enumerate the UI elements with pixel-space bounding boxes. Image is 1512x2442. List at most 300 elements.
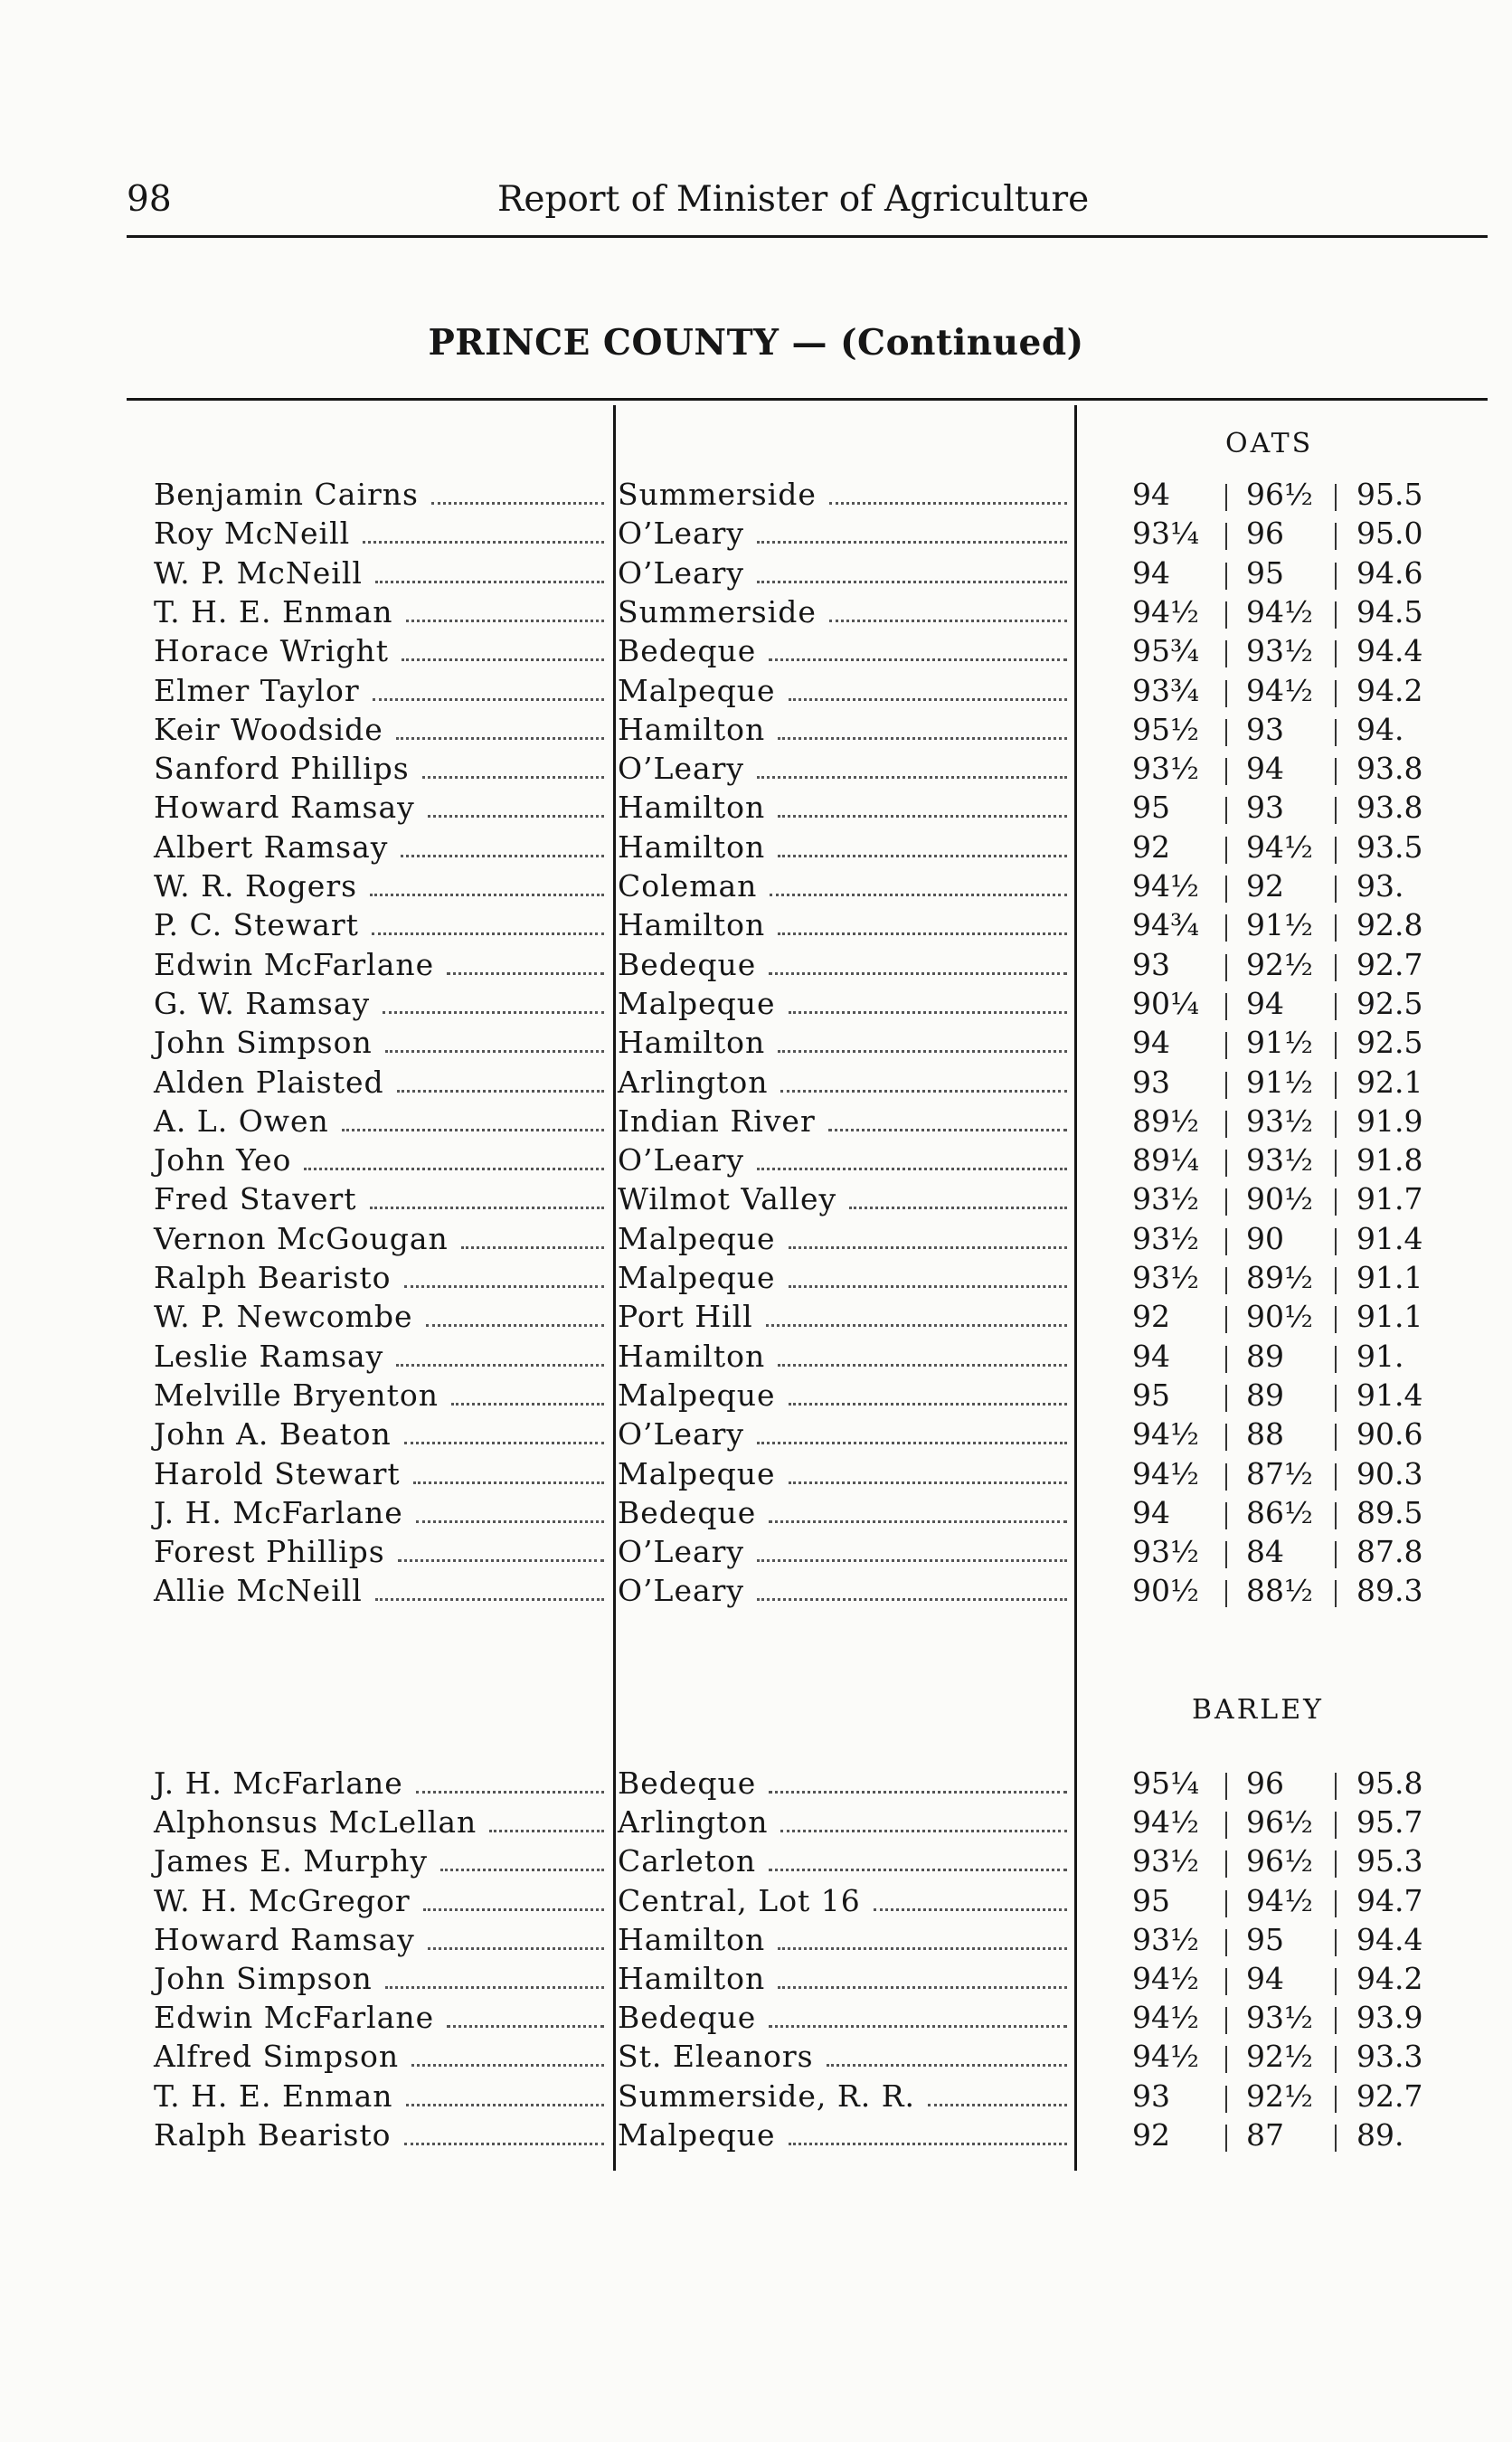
- value-separator: [1335, 601, 1337, 629]
- score-2: 96: [1246, 516, 1284, 552]
- value-separator: [1225, 876, 1227, 903]
- value-separator: [1225, 640, 1227, 667]
- value-separator: [1335, 2046, 1337, 2073]
- leader-dots: [416, 1791, 604, 1794]
- value-separator: [1225, 1773, 1227, 1800]
- score-2: 92: [1246, 868, 1284, 904]
- score-average: 91.1: [1356, 1260, 1423, 1295]
- leader-dots: [440, 1869, 604, 1871]
- grower-location: Summerside: [618, 593, 817, 629]
- score-2: 89½: [1246, 1260, 1313, 1295]
- score-1: 94½: [1132, 868, 1199, 904]
- value-separator: [1225, 484, 1227, 511]
- grower-name: John Simpson: [154, 1025, 373, 1061]
- leader-dots: [398, 1559, 604, 1562]
- grower-name: Edwin McFarlane: [154, 946, 435, 982]
- score-2: 95: [1246, 554, 1284, 591]
- value-separator: [1225, 1463, 1227, 1491]
- score-average: 95.5: [1356, 477, 1423, 512]
- leader-dots: [769, 1520, 1067, 1523]
- value-separator: [1335, 1580, 1337, 1607]
- grower-name: Howard Ramsay: [154, 1921, 415, 1957]
- score-2: 94½: [1246, 672, 1313, 708]
- leader-dots: [789, 1011, 1067, 1014]
- leader-dots: [428, 815, 604, 818]
- grower-name: Alfred Simpson: [154, 2039, 400, 2075]
- table-row: [0, 790, 1512, 828]
- grower-location: O’Leary: [618, 554, 745, 591]
- leader-dots: [461, 1246, 604, 1249]
- grower-location: Summerside: [618, 477, 817, 512]
- score-2: 88½: [1246, 1573, 1313, 1609]
- score-1: 93¾: [1132, 672, 1199, 708]
- grower-location: Malpeque: [618, 1455, 776, 1491]
- value-separator: [1335, 523, 1337, 550]
- table-row: [0, 2078, 1512, 2117]
- score-average: 89.5: [1356, 1494, 1423, 1530]
- value-separator: [1225, 1850, 1227, 1878]
- table-row: [0, 712, 1512, 751]
- grower-name: Ralph Bearisto: [154, 2116, 392, 2153]
- value-separator: [1225, 1111, 1227, 1138]
- value-separator: [1225, 1424, 1227, 1451]
- grower-name: Elmer Taylor: [154, 672, 360, 708]
- table-row: [0, 477, 1512, 516]
- value-separator: [1335, 680, 1337, 707]
- table-row: [0, 1883, 1512, 1922]
- score-2: 87: [1246, 2116, 1284, 2153]
- value-separator: [1335, 1773, 1337, 1800]
- table-row: [0, 1065, 1512, 1103]
- value-separator: [1335, 1032, 1337, 1059]
- grower-location: Malpeque: [618, 672, 776, 708]
- leader-dots: [778, 1364, 1067, 1367]
- leader-dots: [304, 1168, 604, 1170]
- value-separator: [1225, 2086, 1227, 2113]
- grower-location: Hamilton: [618, 1338, 766, 1374]
- value-separator: [1225, 2046, 1227, 2073]
- grower-name: T. H. E. Enman: [154, 2078, 393, 2114]
- grower-name: Keir Woodside: [154, 711, 383, 747]
- score-2: 86½: [1246, 1494, 1313, 1530]
- score-2: 94½: [1246, 1882, 1313, 1918]
- score-2: 91½: [1246, 1064, 1313, 1100]
- score-2: 94½: [1246, 593, 1313, 629]
- score-1: 95: [1132, 790, 1170, 826]
- value-separator: [1335, 2125, 1337, 2152]
- table-row: [0, 2039, 1512, 2078]
- grower-location: Bedeque: [618, 1765, 757, 1801]
- value-separator: [1335, 1072, 1337, 1099]
- grower-name: John Yeo: [154, 1142, 292, 1178]
- grower-location: Coleman: [618, 868, 758, 904]
- score-2: 88: [1246, 1416, 1284, 1453]
- leader-dots: [383, 1011, 604, 1014]
- score-1: 93½: [1132, 751, 1199, 787]
- score-2: 91½: [1246, 907, 1313, 943]
- leader-dots: [375, 581, 604, 583]
- value-separator: [1335, 1228, 1337, 1255]
- grower-location: St. Eleanors: [618, 2039, 814, 2075]
- score-1: 92: [1132, 1299, 1170, 1335]
- leader-dots: [778, 1986, 1067, 1989]
- table-row: [0, 516, 1512, 554]
- leader-dots: [370, 1207, 604, 1209]
- table-row: [0, 1142, 1512, 1181]
- score-1: 92: [1132, 2116, 1170, 2153]
- value-separator: [1225, 1812, 1227, 1839]
- grower-location: O’Leary: [618, 516, 745, 552]
- score-1: 93½: [1132, 1843, 1199, 1879]
- score-average: 91.8: [1356, 1142, 1423, 1178]
- table-row: [0, 1961, 1512, 2000]
- header-rule: [127, 235, 1488, 238]
- grower-location: Port Hill: [618, 1299, 753, 1335]
- score-average: 94.4: [1356, 1921, 1423, 1957]
- value-separator: [1335, 1463, 1337, 1491]
- leader-dots: [769, 2025, 1067, 2028]
- score-2: 84: [1246, 1534, 1284, 1570]
- value-separator: [1225, 1502, 1227, 1529]
- score-1: 94½: [1132, 593, 1199, 629]
- table-row: [0, 594, 1512, 633]
- table-row: [0, 947, 1512, 986]
- table-row: [0, 633, 1512, 672]
- leader-dots: [385, 1050, 604, 1053]
- score-1: 93½: [1132, 1181, 1199, 1217]
- value-separator: [1335, 1424, 1337, 1451]
- score-average: 93.3: [1356, 2039, 1423, 2075]
- grower-location: Hamilton: [618, 711, 766, 747]
- leader-dots: [422, 776, 604, 779]
- leader-dots: [363, 541, 604, 544]
- score-2: 94: [1246, 751, 1284, 787]
- leader-dots: [489, 1830, 604, 1832]
- score-average: 89.3: [1356, 1573, 1423, 1609]
- value-separator: [1225, 523, 1227, 550]
- score-average: 90.3: [1356, 1455, 1423, 1491]
- value-separator: [1225, 954, 1227, 981]
- value-separator: [1225, 1929, 1227, 1956]
- leader-dots: [778, 932, 1067, 935]
- score-average: 94.2: [1356, 672, 1423, 708]
- score-average: 89.: [1356, 2116, 1404, 2153]
- score-1: 89¼: [1132, 1142, 1199, 1178]
- grower-location: Hamilton: [618, 907, 766, 943]
- score-average: 94.2: [1356, 1961, 1423, 1996]
- grower-name: Harold Stewart: [154, 1455, 401, 1491]
- table-row: [0, 1922, 1512, 1961]
- leader-dots: [827, 2064, 1067, 2067]
- value-separator: [1335, 876, 1337, 903]
- leader-dots: [849, 1207, 1067, 1209]
- leader-dots: [757, 1442, 1067, 1444]
- value-separator: [1225, 601, 1227, 629]
- leader-dots: [757, 1168, 1067, 1170]
- value-separator: [1335, 1346, 1337, 1373]
- grower-location: O’Leary: [618, 1416, 745, 1453]
- score-average: 95.3: [1356, 1843, 1423, 1879]
- leader-dots: [778, 855, 1067, 857]
- score-average: 94.6: [1356, 554, 1423, 591]
- table-row: [0, 1804, 1512, 1843]
- score-1: 93: [1132, 2078, 1170, 2114]
- grower-location: Hamilton: [618, 1921, 766, 1957]
- leader-dots: [372, 932, 604, 935]
- grower-location: Hamilton: [618, 1961, 766, 1996]
- leader-dots: [385, 1986, 604, 1989]
- grower-location: Central, Lot 16: [618, 1882, 861, 1918]
- score-2: 93: [1246, 711, 1284, 747]
- table-row: [0, 829, 1512, 868]
- score-2: 96: [1246, 1765, 1284, 1801]
- leader-dots: [411, 2064, 604, 2067]
- score-2: 94: [1246, 985, 1284, 1021]
- score-1: 94¾: [1132, 907, 1199, 943]
- leader-dots: [928, 2104, 1067, 2106]
- score-2: 94: [1246, 1961, 1284, 1996]
- grower-location: Hamilton: [618, 1025, 766, 1061]
- table-row: [0, 1025, 1512, 1064]
- leader-dots: [413, 1481, 604, 1484]
- grower-name: John A. Beaton: [154, 1416, 392, 1453]
- value-separator: [1225, 719, 1227, 746]
- table-row: [0, 1416, 1512, 1455]
- barley-section-label: BARLEY: [1192, 1694, 1324, 1726]
- table-row: [0, 555, 1512, 594]
- score-average: 91.: [1356, 1338, 1404, 1374]
- score-average: 94.5: [1356, 593, 1423, 629]
- leader-dots: [404, 1442, 604, 1444]
- leader-dots: [370, 894, 604, 896]
- leader-dots: [757, 1559, 1067, 1562]
- score-1: 94: [1132, 1338, 1170, 1374]
- leader-dots: [778, 1050, 1067, 1053]
- grower-location: Hamilton: [618, 828, 766, 865]
- value-separator: [1335, 1111, 1337, 1138]
- score-1: 95¼: [1132, 1765, 1199, 1801]
- grower-location: Arlington: [618, 1064, 769, 1100]
- leader-dots: [757, 1598, 1067, 1601]
- leader-dots: [447, 2025, 604, 2028]
- grower-name: Albert Ramsay: [154, 828, 389, 865]
- score-average: 94.: [1356, 711, 1404, 747]
- leader-dots: [416, 1520, 604, 1523]
- grower-name: Melville Bryenton: [154, 1377, 439, 1413]
- score-1: 94½: [1132, 1455, 1199, 1491]
- score-average: 91.1: [1356, 1299, 1423, 1335]
- score-1: 94: [1132, 1494, 1170, 1530]
- table-row: [0, 1573, 1512, 1612]
- value-separator: [1225, 563, 1227, 590]
- table-row: [0, 1299, 1512, 1338]
- leader-dots: [406, 620, 604, 622]
- leader-dots: [373, 698, 604, 701]
- score-1: 94: [1132, 477, 1170, 512]
- grower-name: T. H. E. Enman: [154, 593, 393, 629]
- oats-section-label: OATS: [1225, 428, 1314, 459]
- leader-dots: [770, 894, 1067, 896]
- grower-name: Sanford Phillips: [154, 751, 410, 787]
- grower-name: P. C. Stewart: [154, 907, 359, 943]
- table-row: [0, 1103, 1512, 1142]
- score-average: 92.1: [1356, 1064, 1423, 1100]
- leader-dots: [769, 658, 1067, 661]
- value-separator: [1225, 1032, 1227, 1059]
- leader-dots: [404, 2143, 604, 2145]
- table-row: [0, 986, 1512, 1025]
- score-2: 96½: [1246, 1804, 1313, 1841]
- table-row: [0, 2117, 1512, 2156]
- score-average: 91.7: [1356, 1181, 1423, 1217]
- score-2: 90½: [1246, 1181, 1313, 1217]
- table-row: [0, 1534, 1512, 1573]
- score-2: 90½: [1246, 1299, 1313, 1335]
- leader-dots: [428, 1947, 604, 1950]
- score-average: 92.7: [1356, 946, 1423, 982]
- score-1: 95¾: [1132, 633, 1199, 669]
- leader-dots: [342, 1129, 604, 1131]
- leader-dots: [451, 1403, 604, 1406]
- score-average: 95.7: [1356, 1804, 1423, 1841]
- grower-location: Malpeque: [618, 985, 776, 1021]
- grower-name: Ralph Bearisto: [154, 1260, 392, 1295]
- score-average: 93.8: [1356, 790, 1423, 826]
- value-separator: [1225, 1580, 1227, 1607]
- page-number: 98: [127, 179, 172, 220]
- score-1: 94½: [1132, 1961, 1199, 1996]
- value-separator: [1335, 914, 1337, 942]
- leader-dots: [789, 1246, 1067, 1249]
- value-separator: [1335, 1306, 1337, 1333]
- leader-dots: [769, 972, 1067, 975]
- value-separator: [1225, 2125, 1227, 2152]
- score-average: 93.8: [1356, 751, 1423, 787]
- score-2: 87½: [1246, 1455, 1313, 1491]
- grower-name: Roy McNeill: [154, 516, 351, 552]
- score-1: 94½: [1132, 2000, 1199, 2036]
- leader-dots: [375, 1598, 604, 1601]
- score-2: 89: [1246, 1338, 1284, 1374]
- score-2: 89: [1246, 1377, 1284, 1413]
- grower-location: O’Leary: [618, 751, 745, 787]
- leader-dots: [828, 1129, 1067, 1131]
- grower-location: Arlington: [618, 1804, 769, 1841]
- score-average: 92.5: [1356, 985, 1423, 1021]
- leader-dots: [396, 1364, 604, 1367]
- score-2: 92½: [1246, 2039, 1313, 2075]
- score-2: 96½: [1246, 477, 1313, 512]
- leader-dots: [769, 1791, 1067, 1794]
- value-separator: [1225, 1072, 1227, 1099]
- score-1: 93¼: [1132, 516, 1199, 552]
- grower-location: O’Leary: [618, 1142, 745, 1178]
- score-2: 95: [1246, 1921, 1284, 1957]
- table-row: [0, 1495, 1512, 1534]
- leader-dots: [397, 1090, 604, 1093]
- leader-dots: [789, 2143, 1067, 2145]
- leader-dots: [757, 776, 1067, 779]
- score-average: 92.5: [1356, 1025, 1423, 1061]
- score-1: 89½: [1132, 1103, 1199, 1139]
- score-2: 92½: [1246, 946, 1313, 982]
- table-row: [0, 907, 1512, 946]
- grower-name: Fred Stavert: [154, 1181, 357, 1217]
- grower-name: Horace Wright: [154, 633, 390, 669]
- value-separator: [1335, 1890, 1337, 1917]
- grower-name: W. R. Rogers: [154, 868, 358, 904]
- grower-name: Benjamin Cairns: [154, 477, 419, 512]
- score-average: 95.0: [1356, 516, 1423, 552]
- table-row: [0, 1221, 1512, 1260]
- leader-dots: [829, 502, 1067, 505]
- score-1: 93: [1132, 946, 1170, 982]
- score-1: 93½: [1132, 1921, 1199, 1957]
- grower-location: O’Leary: [618, 1573, 745, 1609]
- grower-name: Forest Phillips: [154, 1534, 385, 1570]
- grower-name: A. L. Owen: [154, 1103, 329, 1139]
- leader-dots: [789, 1285, 1067, 1288]
- running-header-title: Report of Minister of Agriculture: [497, 179, 1090, 220]
- value-separator: [1335, 2007, 1337, 2034]
- grower-name: J. H. McFarlane: [154, 1494, 403, 1530]
- table-row: [0, 1260, 1512, 1299]
- value-separator: [1335, 1385, 1337, 1412]
- grower-name: J. H. McFarlane: [154, 1765, 403, 1801]
- grower-name: Howard Ramsay: [154, 790, 415, 826]
- score-average: 93.: [1356, 868, 1404, 904]
- value-separator: [1225, 1541, 1227, 1568]
- value-separator: [1335, 758, 1337, 785]
- value-separator: [1335, 993, 1337, 1020]
- grower-location: Bedeque: [618, 946, 757, 982]
- grower-name: W. P. McNeill: [154, 554, 363, 591]
- leader-dots: [780, 1830, 1067, 1832]
- score-1: 94½: [1132, 2039, 1199, 2075]
- grower-name: Vernon McGougan: [154, 1220, 449, 1256]
- leader-dots: [447, 972, 604, 975]
- value-separator: [1225, 1306, 1227, 1333]
- leader-dots: [423, 1908, 604, 1911]
- score-2: 90: [1246, 1220, 1284, 1256]
- leader-dots: [431, 502, 604, 505]
- score-average: 95.8: [1356, 1765, 1423, 1801]
- grower-name: G. W. Ramsay: [154, 985, 371, 1021]
- score-2: 93½: [1246, 1142, 1313, 1178]
- leader-dots: [401, 855, 604, 857]
- value-separator: [1335, 1968, 1337, 1995]
- value-separator: [1335, 1502, 1337, 1529]
- value-separator: [1225, 1150, 1227, 1177]
- value-separator: [1225, 1267, 1227, 1294]
- grower-location: Hamilton: [618, 790, 766, 826]
- score-2: 93: [1246, 790, 1284, 826]
- table-row: [0, 673, 1512, 712]
- score-average: 94.4: [1356, 633, 1423, 669]
- value-separator: [1335, 719, 1337, 746]
- value-separator: [1225, 758, 1227, 785]
- grower-location: O’Leary: [618, 1534, 745, 1570]
- value-separator: [1225, 914, 1227, 942]
- leader-dots: [426, 1324, 604, 1327]
- score-average: 91.4: [1356, 1377, 1423, 1413]
- score-1: 95½: [1132, 711, 1199, 747]
- score-average: 94.7: [1356, 1882, 1423, 1918]
- score-1: 93½: [1132, 1534, 1199, 1570]
- value-separator: [1335, 1150, 1337, 1177]
- value-separator: [1225, 1188, 1227, 1216]
- table-row: [0, 1456, 1512, 1495]
